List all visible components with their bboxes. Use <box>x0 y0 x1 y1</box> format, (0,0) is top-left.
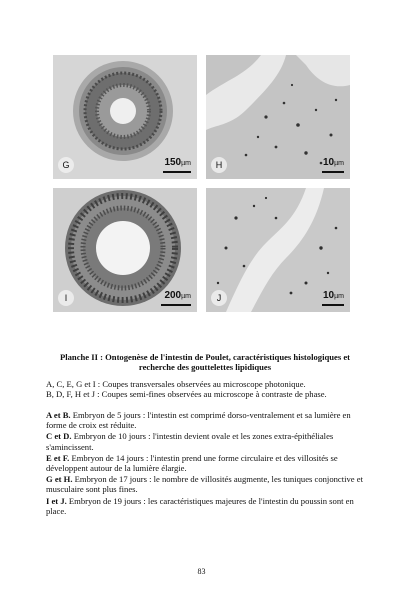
micrograph-panel-g <box>53 55 197 179</box>
stage-text: Embryon de 10 jours : l'intestin devient ovale et les zones extra-épithéliales s'amincissent. <box>46 431 334 452</box>
method-line: A, C, E, G et I : Coupes transversales observées au microscope photonique. <box>46 379 306 389</box>
stage-text: Embryon de 17 jours : le nombre de villosités augmente, les tuniques conjonctive et musculaire sont plus fines. <box>46 474 363 495</box>
scale-value-i: 200 <box>164 290 182 301</box>
micrograph-panel-i <box>53 188 197 312</box>
scale-unit-h: µm <box>334 160 344 167</box>
method-notes <box>46 379 364 399</box>
stage-label: A et B. <box>46 410 71 420</box>
stage-label: I et J. <box>46 495 67 506</box>
stage-text: Embryon de 5 jours : l'intestin est comprimé dorso-ventralement et sa lumière en forme de croix est réduite. <box>46 410 351 431</box>
panel-letter-h: H <box>211 157 227 173</box>
page-number: 83 <box>197 567 206 576</box>
micrograph-panel-h <box>206 55 350 179</box>
stage-item <box>46 496 364 516</box>
stage-item <box>46 474 364 494</box>
panel-letter-g: G <box>58 157 74 173</box>
stage-label: C et D. <box>46 431 72 442</box>
stage-item <box>46 431 364 451</box>
scale-value-j: 10 <box>323 290 335 301</box>
scale-unit-j: µm <box>334 293 344 300</box>
stage-label: E et F. <box>46 452 70 463</box>
micrograph-panel-j <box>206 188 350 312</box>
scale-value-g: 150 <box>164 157 182 168</box>
stage-text: Embryon de 19 jours : les caractéristiques majeures de l'intestin du poussin sont en place. <box>46 495 354 516</box>
panel-letter-j: J <box>211 290 227 306</box>
scale-bar-i <box>161 285 191 306</box>
stage-label: G et H. <box>46 474 73 485</box>
method-line: B, D, F, H et J : Coupes semi-fines observées au microscope à contraste de phase. <box>46 389 327 400</box>
scale-value-h: 10 <box>323 157 335 168</box>
scale-unit-g: µm <box>181 160 191 167</box>
stage-text: Embryon de 14 jours : l'intestin prend une forme circulaire et des villosités se développent autour de la lumière élargie. <box>46 452 338 474</box>
stage-item <box>46 410 364 430</box>
scale-bar-g <box>163 152 191 173</box>
stage-descriptions <box>46 410 364 516</box>
scale-unit-i: µm <box>181 293 191 300</box>
scale-bar-j <box>322 285 344 306</box>
stage-item <box>46 453 364 473</box>
panel-letter-i: I <box>58 290 74 306</box>
plate-caption-title: Planche II : Ontogenèse de l'intestin de Poulet, caractéristiques histologiques et recherche des gouttelettes lipidiques <box>59 352 351 372</box>
scale-bar-h <box>322 152 344 173</box>
